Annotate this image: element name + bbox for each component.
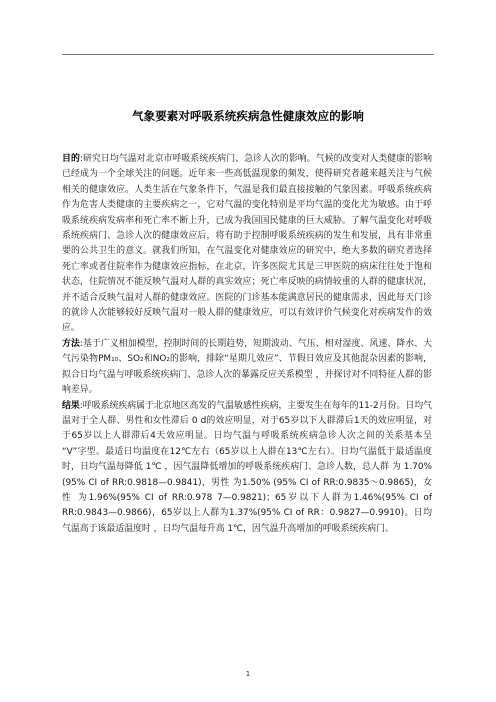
section-method <box>62 337 432 399</box>
page-number: 1 <box>245 670 251 678</box>
section-label-purpose: 目的 <box>62 154 80 164</box>
section-purpose <box>62 152 432 337</box>
document-title: 气象要素对呼吸系统疾病急性健康效应的影响 <box>132 109 364 123</box>
document-body <box>62 152 432 537</box>
section-label-method: 方法 <box>62 338 80 349</box>
section-text-purpose: :研究日均气温对北京市呼吸系统疾病门、急诊人次的影响。气候的改变对人类健康的影响已经成为一个全球关注的问题。近年来一些高低温现象的频发，使得研究者越来越关注与气候相关的健康效应。人类生活在气象条件下，气温是我们最直接接触的气象因素。呼吸系统疾病作为危害人类健康的主要疾病之一，它对气温的变化特别是平均气温的变化尤为敏感。由于呼吸系统疾病发病率和死亡率不断上升，已成为我国国民健康的巨大威胁。了解气温变化对呼吸系统疾病门、急诊人次的健康效应后，将有助于控制呼吸系统疾病的发生和发展，具有非常重要的公共卫生的意义。就我们所知，在气温变化对健康效应的研究中，绝大多数的研究者选择死亡率或者住院率作为健康效应指标，在北京，许多医院尤其是三甲医院的病床往往处于饱和状态，住院情况不能反映气温对人群的真实效应；死亡率反映的病情较重的人群的健康状况，并不适合反映气温对人群的健康效应。医院的门诊基本能满意居民的健康需求，因此每天门诊的就诊人次能够较好反映气温对一般人群的健康效应，可以有效评价气候变化对疾病发作的效应。 <box>62 154 432 334</box>
section-label-results: 结果 <box>62 400 80 411</box>
section-results <box>62 399 432 538</box>
section-text-results: :呼吸系统疾病属于北京地区高发的气温敏感性疾病，主要发生在每年的11-2月份。日均气温对于全人群、男性和女性滞后 0 d的效应明显，对于65岁以下人群滞后1天的效应明显，对于65岁以上人群滞后4天效应明显。日均气温与呼吸系统疾病急诊人次之间的关系基本呈 “V”字型。最适日均温度在12℃左右（65岁以上人群在13℃左右）。日均气温低于最适温度时，日均气温每降低 1℃ ，因气温降低增加的呼吸系统疾病门、急诊人数，总人群 为 1.70%(95% CI of RR:0.9818—0.9841)，男性 为1.50% (95% CI of RR:0.9835～0.9865)，女性 为1.96%(95% CI of RR:0.978 7—0.9821)；65岁以下人群为1.46%(95% CI of RR:0.9843—0.9866)，65岁以上人群为1.37%(95% CI of RR：0.9827—0.9910)。日均气温高于该最适温度时 ，日均气温每升高 1℃，因气温升高增加的呼吸系统疾病门、 <box>62 400 432 534</box>
section-text-method: :基于广义相加模型，控制时间的长期趋势，短期波动、气压、相对湿度、风速、降水、大气污染物PM₁₀、SO₂和NO₂的影响，排除“星期几效应”、节假日效应及其他混杂因素的影响，拟合日均气温与呼吸系统疾病门、急诊人次的暴露反应关系模型 ，并探讨对不同特征人群的影响差异。 <box>62 338 432 396</box>
header-rule <box>62 54 434 55</box>
